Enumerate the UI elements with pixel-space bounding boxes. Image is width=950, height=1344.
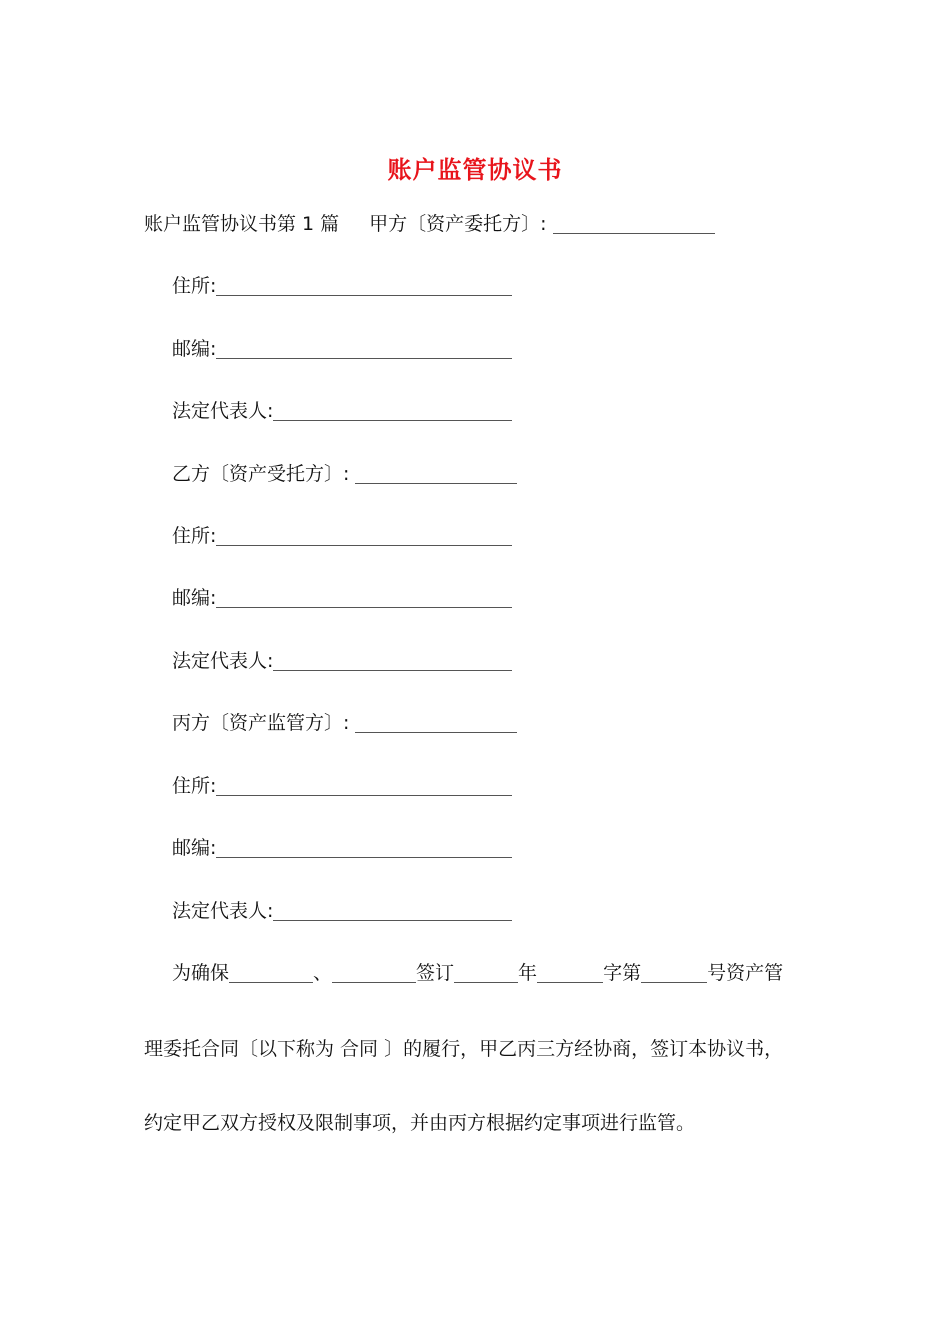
party-c-address-row: [172, 773, 512, 799]
legal-rep-blank: [273, 650, 512, 671]
address-label: 住所:: [172, 275, 217, 297]
paragraph-blank: [641, 962, 707, 983]
postcode-label: 邮编:: [172, 338, 217, 360]
paragraph-line-2: 理委托合同〔以下称为 合同 〕的履行，甲乙丙三方经协商，签订本协议书，: [144, 1038, 784, 1060]
party-b-rep-row: [172, 648, 512, 674]
party-a-label: 甲方〔资产委托方〕:: [369, 213, 547, 235]
legal-rep-blank: [273, 400, 512, 421]
party-b-name-blank: [355, 463, 517, 484]
party-a-rep-row: [172, 398, 512, 424]
party-b-postcode-row: [172, 585, 512, 611]
party-c-rep-row: [172, 898, 512, 924]
paragraph-text: 为确保: [172, 962, 230, 984]
legal-rep-label: 法定代表人:: [172, 900, 274, 922]
paragraph-blank: [229, 962, 313, 983]
legal-rep-blank: [273, 900, 512, 921]
paragraph-blank: [537, 962, 603, 983]
paragraph-blank: [454, 962, 518, 983]
party-c-label: 丙方〔资产监管方〕:: [172, 712, 350, 734]
party-c-name-blank: [355, 712, 517, 733]
legal-rep-label: 法定代表人:: [172, 400, 274, 422]
legal-rep-label: 法定代表人:: [172, 650, 274, 672]
paragraph-text: 年: [518, 962, 538, 984]
party-a-postcode-row: [172, 336, 512, 362]
paragraph-blank: [332, 962, 416, 983]
postcode-label: 邮编:: [172, 837, 217, 859]
party-b-row: [172, 461, 517, 487]
address-label: 住所:: [172, 525, 217, 547]
paragraph-text: 字第: [603, 962, 642, 984]
document-title: 账户监管协议书: [387, 155, 563, 184]
paragraph-line-3: 约定甲乙双方授权及限制事项，并由丙方根据约定事项进行监管。: [144, 1112, 696, 1134]
party-c-postcode-row: [172, 835, 512, 861]
paragraph-line-1: [172, 960, 783, 986]
party-b-address-row: [172, 523, 512, 549]
paragraph-text: 号资产管: [707, 962, 784, 984]
address-blank: [216, 775, 512, 796]
document-subtitle: 账户监管协议书第 1 篇: [144, 213, 340, 235]
address-blank: [216, 275, 512, 296]
postcode-label: 邮编:: [172, 587, 217, 609]
party-a-name-blank: [553, 213, 715, 234]
party-a-address-row: [172, 273, 512, 299]
address-blank: [216, 525, 512, 546]
postcode-blank: [216, 587, 512, 608]
party-c-row: [172, 710, 517, 736]
postcode-blank: [216, 837, 512, 858]
paragraph-text: 、: [313, 962, 333, 984]
party-a-row: [144, 211, 715, 237]
paragraph-text: 签订: [416, 962, 455, 984]
address-label: 住所:: [172, 775, 217, 797]
party-b-label: 乙方〔资产受托方〕:: [172, 463, 350, 485]
postcode-blank: [216, 338, 512, 359]
